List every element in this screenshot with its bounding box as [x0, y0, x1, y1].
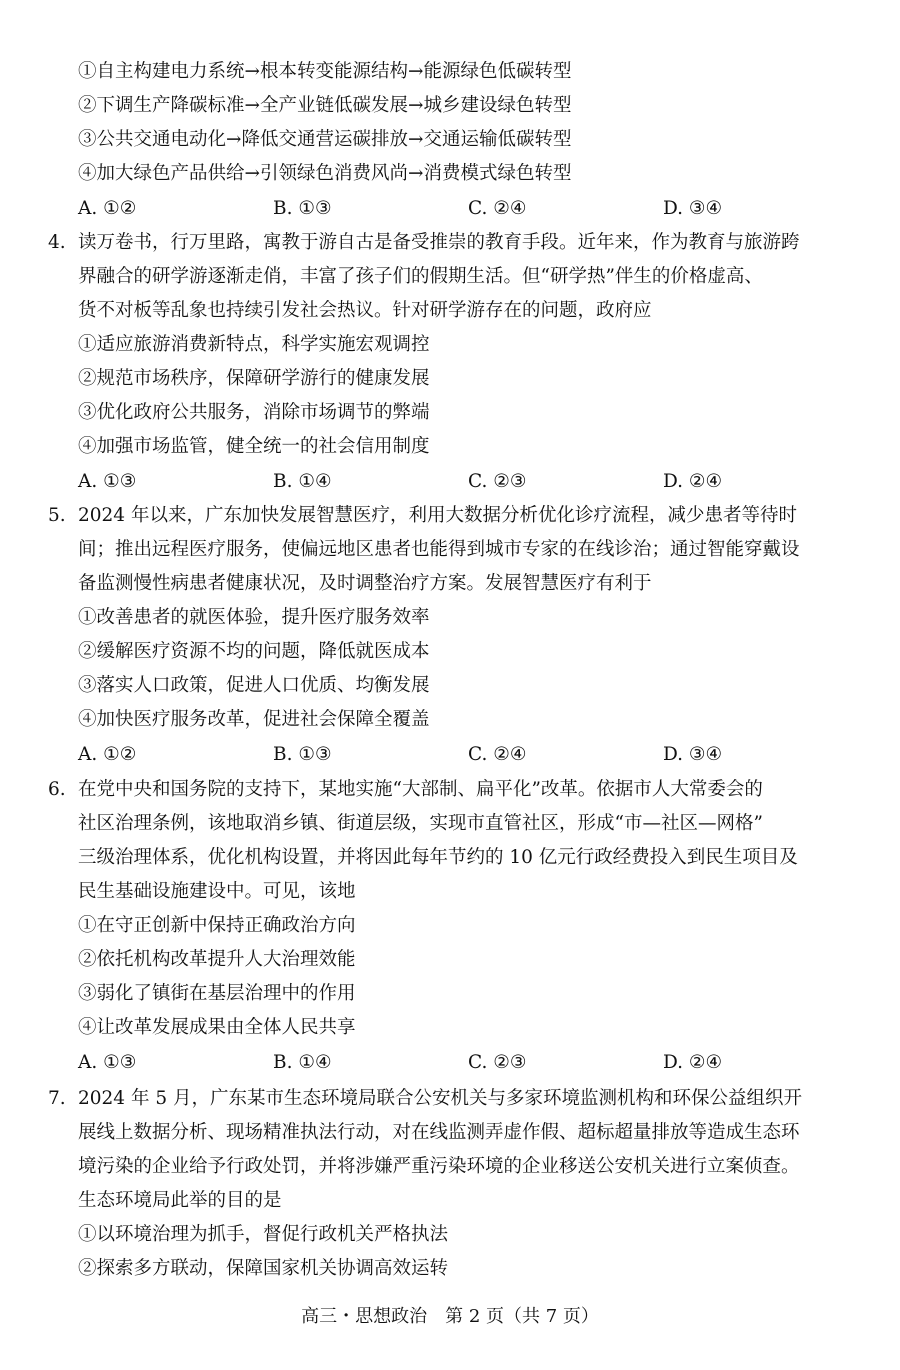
option-line: ②缓解医疗资源不均的问题，降低就医成本	[78, 641, 430, 662]
question-number: 4.	[48, 232, 66, 253]
stem-line: 读万卷书，行万里路，寓教于游自古是备受推崇的教育手段。近年来，作为教育与旅游跨	[78, 232, 800, 253]
option-line: ①在守正创新中保持正确政治方向	[78, 915, 356, 936]
stem-line: 2024 年以来，广东加快发展智慧医疗，利用大数据分析优化诊疗流程，减少患者等待时	[78, 505, 797, 526]
stem-line: 货不对板等乱象也持续引发社会热议。针对研学游存在的问题，政府应	[78, 300, 652, 321]
choice-a: A. ①③	[78, 1052, 137, 1073]
stem-line: 社区治理条例，该地取消乡镇、街道层级，实现市直管社区，形成“市—社区—网格”	[78, 813, 763, 834]
choice-c: C. ②④	[468, 198, 527, 219]
option-line: ②依托机构改革提升人大治理效能	[78, 949, 356, 970]
choice-d: D. ②④	[663, 471, 723, 492]
stem-line: 生态环境局此举的目的是	[78, 1190, 282, 1211]
stem-line: 民生基础设施建设中。可见，该地	[78, 881, 356, 902]
option-line: ③落实人口政策，促进人口优质、均衡发展	[78, 675, 430, 696]
stem-line: 三级治理体系，优化机构设置，并将因此每年节约的 10 亿元行政经费投入到民生项目及	[78, 847, 798, 868]
choice-c: C. ②③	[468, 1052, 527, 1073]
option-line: ②探索多方联动，保障国家机关协调高效运转	[78, 1258, 449, 1279]
answer-choices	[78, 465, 858, 499]
choice-a: A. ①②	[78, 744, 137, 765]
choice-b: B. ①③	[273, 198, 332, 219]
option-line: ②规范市场秩序，保障研学游行的健康发展	[78, 368, 430, 389]
option-line: ③公共交通电动化→降低交通营运碳排放→交通运输低碳转型	[78, 129, 572, 150]
choice-c: C. ②④	[468, 744, 527, 765]
choice-c: C. ②③	[468, 471, 527, 492]
option-line: ④加强市场监管，健全统一的社会信用制度	[78, 436, 430, 457]
choice-a: A. ①②	[78, 198, 137, 219]
stem-line: 间；推出远程医疗服务，使偏远地区患者也能得到城市专家的在线诊治；通过智能穿戴设	[78, 539, 800, 560]
question-number: 7.	[48, 1088, 66, 1109]
choice-d: D. ③④	[663, 744, 723, 765]
option-line: ②下调生产降碳标准→全产业链低碳发展→城乡建设绿色转型	[78, 95, 572, 116]
choice-b: B. ①④	[273, 471, 332, 492]
question-number: 6.	[48, 779, 66, 800]
stem-line: 展线上数据分析、现场精准执法行动，对在线监测弄虚作假、超标超量排放等造成生态环	[78, 1122, 800, 1143]
answer-choices	[78, 1046, 858, 1080]
option-line: ④加快医疗服务改革，促进社会保障全覆盖	[78, 709, 430, 730]
choice-b: B. ①③	[273, 744, 332, 765]
stem-line: 在党中央和国务院的支持下，某地实施“大部制、扁平化”改革。依据市人大常委会的	[78, 779, 763, 800]
choice-d: D. ③④	[663, 198, 723, 219]
page-footer: 高三・思想政治 第 2 页（共 7 页）	[301, 1306, 599, 1327]
stem-line: 备监测慢性病患者健康状况，及时调整治疗方案。发展智慧医疗有利于	[78, 573, 652, 594]
option-line: ①自主构建电力系统→根本转变能源结构→能源绿色低碳转型	[78, 61, 572, 82]
answer-choices	[78, 192, 858, 226]
choice-b: B. ①④	[273, 1052, 332, 1073]
option-line: ①以环境治理为抓手，督促行政机关严格执法	[78, 1224, 449, 1245]
option-line: ①改善患者的就医体验，提升医疗服务效率	[78, 607, 430, 628]
option-line: ③弱化了镇街在基层治理中的作用	[78, 983, 356, 1004]
option-line: ①适应旅游消费新特点，科学实施宏观调控	[78, 334, 430, 355]
option-line: ④加大绿色产品供给→引领绿色消费风尚→消费模式绿色转型	[78, 163, 572, 184]
stem-line: 2024 年 5 月，广东某市生态环境局联合公安机关与多家环境监测机构和环保公益组织开	[78, 1088, 802, 1109]
answer-choices	[78, 738, 858, 772]
choice-d: D. ②④	[663, 1052, 723, 1073]
option-line: ④让改革发展成果由全体人民共享	[78, 1017, 356, 1038]
question-number: 5.	[48, 505, 66, 526]
stem-line: 境污染的企业给予行政处罚，并将涉嫌严重污染环境的企业移送公安机关进行立案侦查。	[78, 1156, 800, 1177]
option-line: ③优化政府公共服务，消除市场调节的弊端	[78, 402, 430, 423]
choice-a: A. ①③	[78, 471, 137, 492]
stem-line: 界融合的研学游逐渐走俏，丰富了孩子们的假期生活。但“研学热”伴生的价格虚高、	[78, 266, 763, 287]
